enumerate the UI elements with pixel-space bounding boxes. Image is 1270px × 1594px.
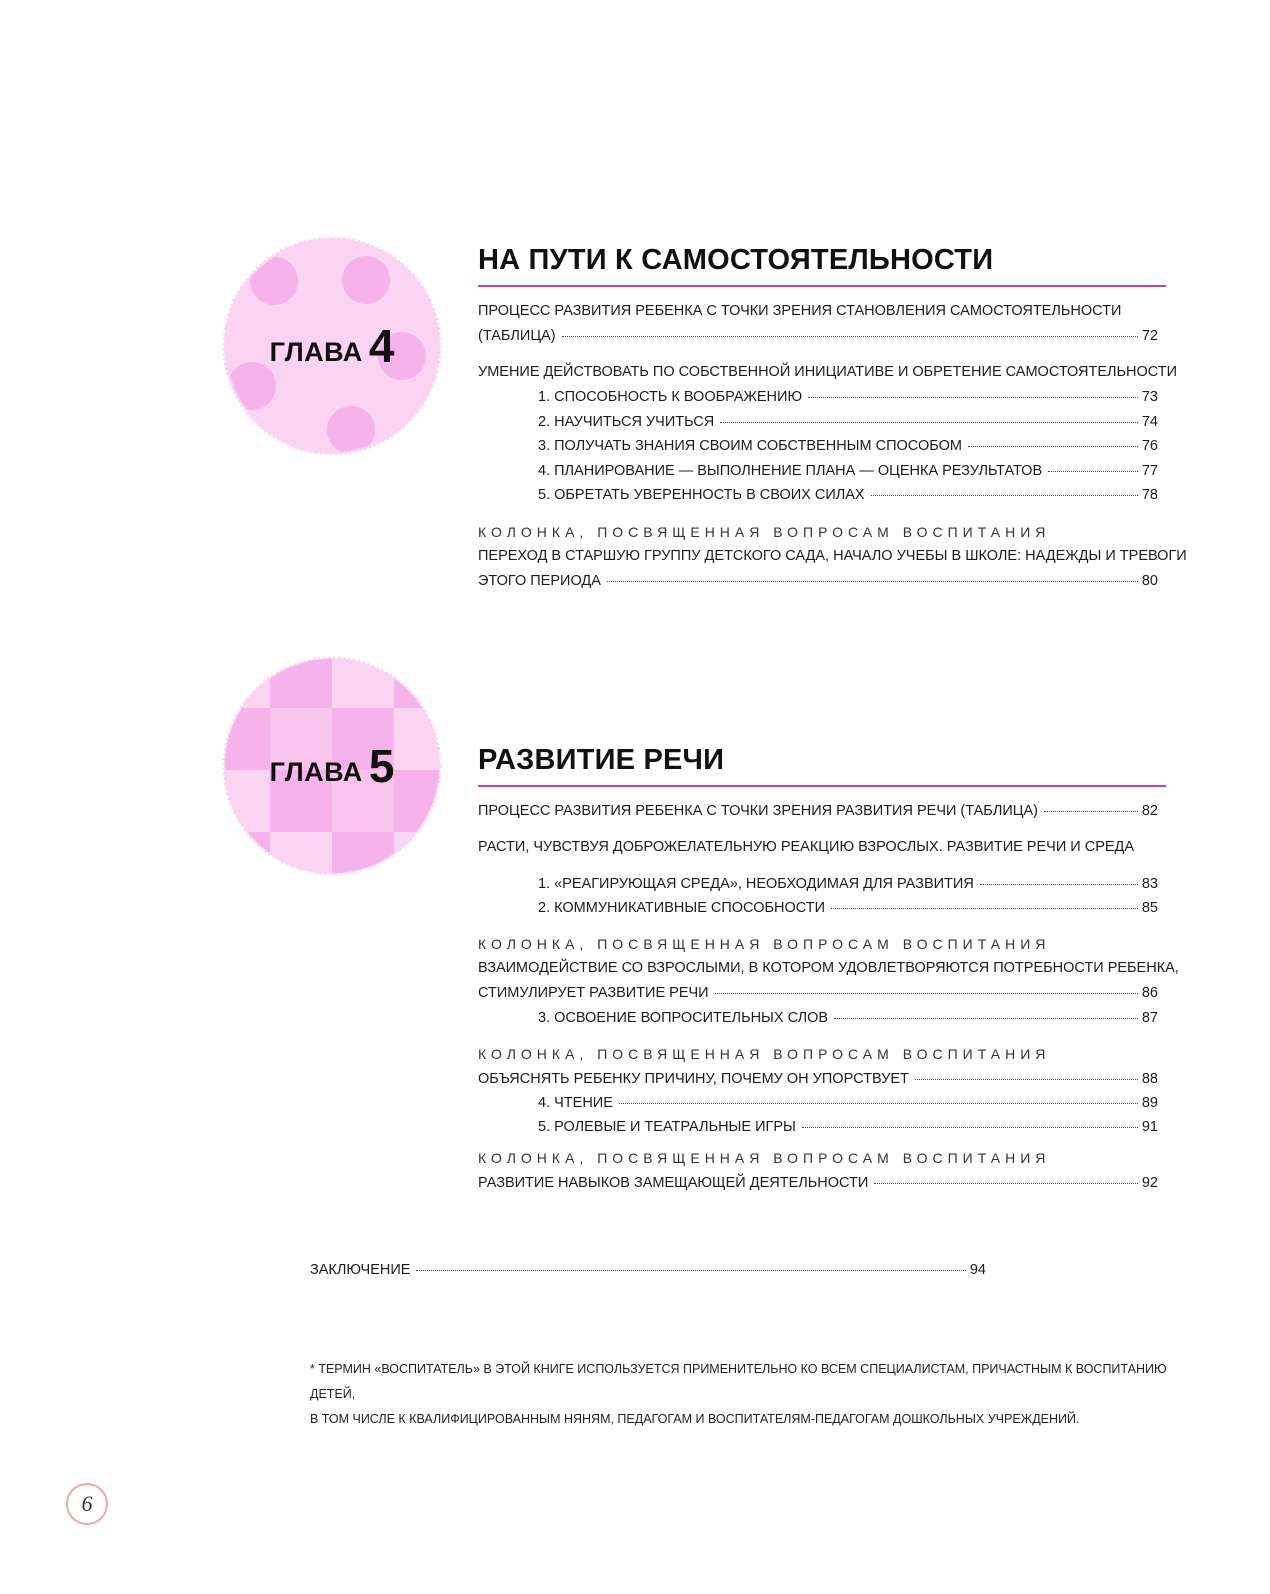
chapter-5-title: РАЗВИТИЕ РЕЧИ — [478, 744, 1166, 787]
toc-section-heading[interactable]: УМЕНИЕ ДЕЙСТВОВАТЬ ПО СОБСТВЕННОЙ ИНИЦИАТИВЕ И ОБРЕТЕНИЕ САМОСТОЯТЕЛЬНОСТИ — [478, 364, 1178, 380]
dot-leader — [871, 491, 1138, 496]
dot-leader — [1044, 807, 1138, 812]
footnote-line: В ТОМ ЧИСЛЕ К КВАЛИФИЦИРОВАННЫМ НЯНЯМ, ПЕДАГОГАМ И ВОСПИТАТЕЛЯМ-ПЕДАГОГАМ ДОШКОЛЬНЫХ УЧРЕЖДЕНИЙ. — [310, 1412, 1080, 1426]
toc-entry[interactable] — [478, 326, 1158, 346]
dot-leader — [831, 904, 1138, 909]
toc-entry-text: ЭТОГО ПЕРИОДА — [478, 573, 601, 589]
toc-entry[interactable] — [538, 1117, 1158, 1137]
dot-leader — [720, 418, 1138, 423]
toc-entry-text: 1. СПОСОБНОСТЬ К ВООБРАЖЕНИЮ — [538, 389, 803, 405]
toc-entry[interactable] — [478, 1069, 1158, 1089]
toc-page-number: 80 — [1141, 573, 1158, 589]
toc-conclusion[interactable] — [310, 1260, 986, 1280]
toc-entry[interactable] — [478, 571, 1158, 591]
footnote-line: * ТЕРМИН «ВОСПИТАТЕЛЬ» В ЭТОЙ КНИГЕ ИСПОЛЬЗУЕТСЯ ПРИМЕНИТЕЛЬНО КО ВСЕМ СПЕЦИАЛИСТАМ, ПРИЧАСТНЫМ К ВОСПИТАНИЮ ДЕТЕЙ, — [310, 1362, 1167, 1401]
toc-entry-text: 4. ЧТЕНИЕ — [538, 1095, 613, 1111]
toc-entry-text: (ТАБЛИЦА) — [478, 328, 556, 344]
toc-section-heading[interactable]: РАСТИ, ЧУВСТВУЯ ДОБРОЖЕЛАТЕЛЬНУЮ РЕАКЦИЮ ВЗРОСЛЫХ. РАЗВИТИЕ РЕЧИ И СРЕДА — [478, 839, 1135, 855]
page-number: 6 — [66, 1483, 108, 1525]
toc-page-number: 76 — [1141, 438, 1158, 454]
chapter-4-badge — [222, 236, 442, 456]
dot-leader — [715, 989, 1138, 994]
toc-entry[interactable] — [538, 485, 1158, 505]
chapter-4-label — [222, 236, 442, 456]
toc-entry-line[interactable]: ПРОЦЕСС РАЗВИТИЯ РЕБЕНКА С ТОЧКИ ЗРЕНИЯ СТАНОВЛЕНИЯ САМОСТОЯТЕЛЬНОСТИ — [478, 303, 1122, 319]
column-heading: КОЛОНКА, ПОСВЯЩЕННАЯ ВОПРОСАМ ВОСПИТАНИЯ — [478, 936, 1051, 952]
toc-entry-text: 4. ПЛАНИРОВАНИЕ — ВЫПОЛНЕНИЕ ПЛАНА — ОЦЕНКА РЕЗУЛЬТАТОВ — [538, 463, 1043, 479]
toc-entry[interactable] — [478, 801, 1158, 821]
toc-page-number: 74 — [1141, 414, 1158, 430]
chapter-number: 5 — [368, 740, 395, 792]
dot-leader — [834, 1014, 1138, 1019]
toc-entry[interactable] — [538, 387, 1158, 407]
toc-entry[interactable] — [538, 412, 1158, 432]
chapter-number: 4 — [368, 320, 395, 372]
column-heading: КОЛОНКА, ПОСВЯЩЕННАЯ ВОПРОСАМ ВОСПИТАНИЯ — [478, 1150, 1051, 1166]
toc-entry[interactable] — [478, 1173, 1158, 1193]
column-heading: КОЛОНКА, ПОСВЯЩЕННАЯ ВОПРОСАМ ВОСПИТАНИЯ — [478, 1046, 1051, 1062]
toc-entry-line[interactable]: ПЕРЕХОД В СТАРШУЮ ГРУППУ ДЕТСКОГО САДА, НАЧАЛО УЧЕБЫ В ШКОЛЕ: НАДЕЖДЫ И ТРЕВОГИ — [478, 548, 1187, 564]
toc-entry-text: 2. КОММУНИКАТИВНЫЕ СПОСОБНОСТИ — [538, 900, 826, 916]
chapter-word: ГЛАВА — [269, 336, 363, 367]
toc-entry-text: 2. НАУЧИТЬСЯ УЧИТЬСЯ — [538, 414, 715, 430]
footnote — [310, 1357, 1170, 1432]
toc-page-number: 94 — [969, 1262, 986, 1278]
toc-page-number: 88 — [1141, 1071, 1158, 1087]
toc-entry-text: 1. «РЕАГИРУЮЩАЯ СРЕДА», НЕОБХОДИМАЯ ДЛЯ РАЗВИТИЯ — [538, 876, 974, 892]
toc-entry[interactable] — [538, 436, 1158, 456]
dot-leader — [416, 1266, 965, 1271]
toc-entry[interactable] — [538, 898, 1158, 918]
toc-entry[interactable] — [478, 983, 1158, 1003]
toc-page-number: 86 — [1141, 985, 1158, 1001]
dot-leader — [1048, 467, 1138, 472]
chapter-word: ГЛАВА — [269, 756, 363, 787]
toc-page-number: 82 — [1141, 803, 1158, 819]
toc-entry-text: ОБЪЯСНЯТЬ РЕБЕНКУ ПРИЧИНУ, ПОЧЕМУ ОН УПОРСТВУЕТ — [478, 1071, 909, 1087]
toc-page-number: 87 — [1141, 1010, 1158, 1026]
toc-entry-text: РАЗВИТИЕ НАВЫКОВ ЗАМЕЩАЮЩЕЙ ДЕЯТЕЛЬНОСТИ — [478, 1175, 869, 1191]
toc-entry[interactable] — [538, 874, 1158, 894]
toc-entry-text: ЗАКЛЮЧЕНИЕ — [310, 1262, 411, 1278]
toc-page-number: 72 — [1141, 328, 1158, 344]
toc-entry-text: 3. ПОЛУЧАТЬ ЗНАНИЯ СВОИМ СОБСТВЕННЫМ СПОСОБОМ — [538, 438, 962, 454]
dot-leader — [802, 1123, 1138, 1128]
dot-leader — [562, 332, 1138, 337]
toc-entry-text: СТИМУЛИРУЕТ РАЗВИТИЕ РЕЧИ — [478, 985, 709, 1001]
toc-entry-text: ПРОЦЕСС РАЗВИТИЯ РЕБЕНКА С ТОЧКИ ЗРЕНИЯ РАЗВИТИЯ РЕЧИ (ТАБЛИЦА) — [478, 803, 1038, 819]
toc-entry-text: 5. РОЛЕВЫЕ И ТЕАТРАЛЬНЫЕ ИГРЫ — [538, 1119, 796, 1135]
toc-page-number: 85 — [1141, 900, 1158, 916]
toc-entry[interactable] — [538, 1093, 1158, 1113]
chapter-4-title: НА ПУТИ К САМОСТОЯТЕЛЬНОСТИ — [478, 244, 1166, 287]
dot-leader — [619, 1099, 1138, 1104]
dot-leader — [968, 442, 1138, 447]
toc-page-number: 77 — [1141, 463, 1158, 479]
toc-page-number: 83 — [1141, 876, 1158, 892]
dot-leader — [874, 1179, 1138, 1184]
toc-page-number: 92 — [1141, 1175, 1158, 1191]
toc-entry-line[interactable]: ВЗАИМОДЕЙСТВИЕ СО ВЗРОСЛЫМИ, В КОТОРОМ УДОВЛЕТВОРЯЮТСЯ ПОТРЕБНОСТИ РЕБЕНКА, — [478, 960, 1179, 976]
column-heading: КОЛОНКА, ПОСВЯЩЕННАЯ ВОПРОСАМ ВОСПИТАНИЯ — [478, 524, 1051, 540]
dot-leader — [980, 880, 1138, 885]
dot-leader — [808, 393, 1138, 398]
dot-leader — [915, 1075, 1138, 1080]
toc-entry-text: 3. ОСВОЕНИЕ ВОПРОСИТЕЛЬНЫХ СЛОВ — [538, 1010, 829, 1026]
chapter-5-label — [222, 656, 442, 876]
toc-page-number: 91 — [1141, 1119, 1158, 1135]
toc-entry[interactable] — [538, 461, 1158, 481]
toc-page-number: 78 — [1141, 487, 1158, 503]
toc-entry-text: 5. ОБРЕТАТЬ УВЕРЕННОСТЬ В СВОИХ СИЛАХ — [538, 487, 865, 503]
toc-page-number: 89 — [1141, 1095, 1158, 1111]
toc-entry[interactable] — [538, 1008, 1158, 1028]
dot-leader — [607, 577, 1138, 582]
toc-page-number: 73 — [1141, 389, 1158, 405]
chapter-5-badge — [222, 656, 442, 876]
